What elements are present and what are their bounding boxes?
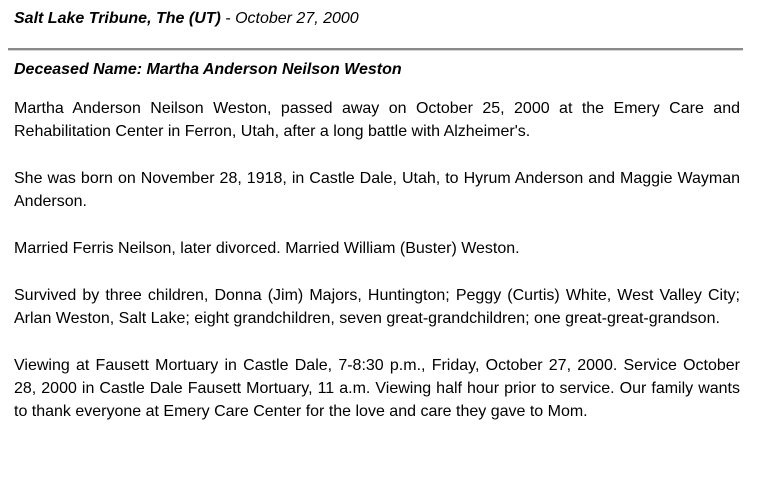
publication-date: October 27, 2000 [235, 10, 359, 27]
paragraph-marriage: Married Ferris Neilson, later divorced. Married William (Buster) Weston. [14, 240, 520, 257]
header-separator: - [220, 10, 236, 27]
deceased-name-line: Deceased Name: Martha Anderson Neilson Weston [14, 61, 402, 78]
publication-name: Salt Lake Tribune, The (UT) [14, 10, 221, 27]
header-divider [8, 48, 743, 51]
paragraph-services: Viewing at Fausett Mortuary in Castle Dale, 7-8:30 p.m., Friday, October 27, 2000. Service October 28, 2000 in Castle Dale Fausett Mortuary, 11 a.m. Viewing half hour prior to service. Our family wants to thank everyone at Emery Care Center for the love and care they gave to Mom. [14, 357, 740, 420]
obituary-body [14, 97, 740, 423]
paragraph-birth: She was born on November 28, 1918, in Castle Dale, Utah, to Hyrum Anderson and Maggie Wayman Anderson. [14, 170, 740, 210]
paragraph-survivors: Survived by three children, Donna (Jim) Majors, Huntington; Peggy (Curtis) White, West Valley City; Arlan Weston, Salt Lake; eight grandchildren, seven great-grandchildren; one great-great-grandson. [14, 287, 740, 327]
paragraph-death-notice: Martha Anderson Neilson Weston, passed away on October 25, 2000 at the Emery Care and Rehabilitation Center in Ferron, Utah, after a long battle with Alzheimer's. [14, 100, 740, 140]
publication-header [14, 9, 359, 29]
